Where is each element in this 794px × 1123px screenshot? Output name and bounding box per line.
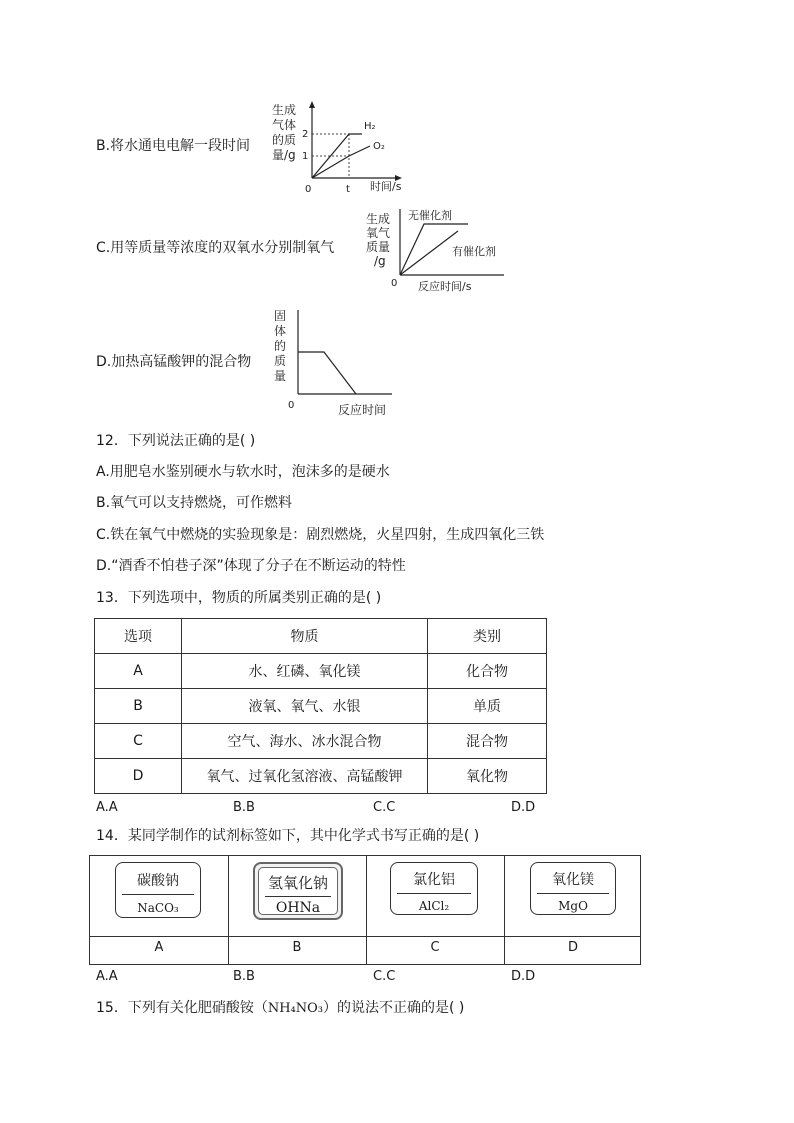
reagent-name: 氯化铝 bbox=[413, 872, 455, 888]
chart-b-ylabel-1: 生成 bbox=[272, 103, 297, 117]
cell-option: A bbox=[95, 654, 182, 689]
header-substance: 物质 bbox=[182, 619, 428, 654]
table-row bbox=[95, 654, 547, 689]
cell-category: 混合物 bbox=[428, 724, 547, 759]
q13-table bbox=[94, 618, 547, 794]
chart-b-legend-h2: H₂ bbox=[364, 121, 376, 132]
chart-b-ylabel-3: 的质 bbox=[272, 133, 297, 147]
q11-option-c-text: C.用等质量等浓度的双氧水分别制氧气 bbox=[96, 240, 335, 256]
table-row bbox=[95, 689, 547, 724]
chart-d-ylabel-5: 量 bbox=[274, 369, 287, 383]
reagent-formula: MgO bbox=[558, 899, 588, 913]
q12-option-a: A.用肥皂水鉴别硬水与软水时，泡沫多的是硬水 bbox=[96, 464, 390, 480]
cell-substance: 液氧、氧气、水银 bbox=[182, 689, 428, 724]
chart-d-series bbox=[298, 352, 356, 394]
chart-b-xtick-t: t bbox=[346, 184, 350, 195]
q11-option-d-chart bbox=[270, 306, 400, 420]
reagent-label-b bbox=[253, 862, 343, 920]
chart-c-xlabel: 反应时间/s bbox=[418, 280, 472, 293]
chart-d-ylabel-1: 固 bbox=[274, 309, 287, 323]
q11-option-b-chart bbox=[270, 100, 410, 195]
reagent-label-a bbox=[115, 862, 201, 918]
q13-stem: 13．下列选项中，物质的所属类别正确的是( ) bbox=[96, 590, 382, 606]
chart-c-ylabel-1: 生成 bbox=[366, 212, 391, 226]
cell-substance: 水、红磷、氧化镁 bbox=[182, 654, 428, 689]
chart-b-ylabel-4: 量/g bbox=[272, 148, 296, 162]
q12-stem: 12．下列说法正确的是( ) bbox=[96, 433, 256, 449]
q12-option-d: D.“酒香不怕巷子深”体现了分子在不断运动的特性 bbox=[96, 558, 406, 574]
chart-c-origin: 0 bbox=[391, 278, 398, 289]
q11-option-d-text: D.加热高锰酸钾的混合物 bbox=[96, 354, 252, 370]
col-letter-d: D bbox=[567, 940, 578, 955]
q11-option-c-chart bbox=[364, 205, 509, 295]
q14-choice-c: C.C bbox=[373, 969, 396, 984]
reagent-label-d bbox=[530, 862, 616, 915]
chart-d-xlabel: 反应时间 bbox=[338, 403, 387, 417]
chart-c-label-no-catalyst: 无催化剂 bbox=[408, 209, 452, 222]
cell-category: 氧化物 bbox=[428, 759, 547, 794]
header-category: 类别 bbox=[428, 619, 547, 654]
chart-c-label-catalyst: 有催化剂 bbox=[452, 245, 496, 258]
chart-d-ylabel-4: 质 bbox=[274, 354, 287, 368]
q14-choice-a: A.A bbox=[96, 969, 118, 984]
q15-stem bbox=[96, 998, 464, 1019]
table-header-row bbox=[95, 619, 547, 654]
chart-d-ylabel-2: 体 bbox=[274, 324, 287, 338]
q12-option-b: B.氧气可以支持燃烧，可作燃料 bbox=[96, 495, 293, 511]
reagent-formula: AlCl₂ bbox=[418, 899, 450, 913]
chart-d-ylabel-3: 的 bbox=[274, 339, 287, 353]
cell-substance: 氧气、过氧化氢溶液、高锰酸钾 bbox=[182, 759, 428, 794]
col-letter-a: A bbox=[154, 940, 164, 955]
reagent-formula: NaCO₃ bbox=[137, 901, 179, 915]
cell-option: C bbox=[95, 724, 182, 759]
chart-b-ylabel-2: 气体 bbox=[272, 118, 297, 132]
chart-b-y-arrow bbox=[309, 101, 315, 108]
cell-option: B bbox=[95, 689, 182, 724]
q13-choice-c: C.C bbox=[373, 800, 396, 815]
chart-b-ytick-1: 1 bbox=[302, 151, 309, 162]
table-row bbox=[95, 759, 547, 794]
chart-b-ytick-2: 2 bbox=[302, 129, 309, 140]
chart-b-legend-o2: O₂ bbox=[373, 141, 385, 152]
q12-option-c: C.铁在氧气中燃烧的实验现象是：剧烈燃烧，火星四射，生成四氧化三铁 bbox=[96, 527, 545, 543]
cell-substance: 空气、海水、冰水混合物 bbox=[182, 724, 428, 759]
chart-c-ylabel-2: 氧气 bbox=[366, 226, 391, 240]
chart-c-ylabel-4: /g bbox=[374, 254, 386, 268]
reagent-name: 碳酸钠 bbox=[137, 873, 179, 889]
q15-stem-after: ）的说法不正确的是( ) bbox=[323, 1000, 465, 1016]
table-row bbox=[95, 724, 547, 759]
chart-c-ylabel-3: 质量 bbox=[366, 240, 391, 254]
q14-stem: 14．某同学制作的试剂标签如下，其中化学式书写正确的是( ) bbox=[96, 828, 480, 844]
q13-choice-b: B.B bbox=[233, 800, 255, 815]
q13-choice-d: D.D bbox=[511, 800, 536, 815]
header-option: 选项 bbox=[95, 619, 182, 654]
q13-choices bbox=[0, 800, 794, 816]
cell-option: D bbox=[95, 759, 182, 794]
q14-labels-table bbox=[89, 855, 641, 965]
q15-stem-before: 15．下列有关化肥硝酸铵（ bbox=[96, 1000, 268, 1016]
chart-b-xlabel: 时间/s bbox=[370, 180, 402, 193]
reagent-label-c bbox=[390, 862, 478, 915]
q15-formula: NH₄NO₃ bbox=[267, 1001, 323, 1016]
q14-choice-d: D.D bbox=[511, 969, 536, 984]
reagent-name: 氧化镁 bbox=[552, 872, 594, 888]
q13-choice-a: A.A bbox=[96, 800, 118, 815]
chart-c-series-catalyst bbox=[400, 231, 458, 275]
chart-b-origin: 0 bbox=[305, 184, 312, 195]
q14-choices bbox=[0, 969, 794, 985]
q14-choice-b: B.B bbox=[233, 969, 255, 984]
q11-option-b-text: B.将水通电电解一段时间 bbox=[96, 138, 251, 154]
chart-d-origin: 0 bbox=[288, 400, 295, 411]
col-letter-b: B bbox=[292, 940, 302, 955]
reagent-formula: OHNa bbox=[275, 900, 321, 916]
chart-b-series-o2 bbox=[312, 146, 370, 178]
col-letter-c: C bbox=[430, 940, 440, 955]
cell-category: 单质 bbox=[428, 689, 547, 724]
cell-category: 化合物 bbox=[428, 654, 547, 689]
reagent-name: 氢氧化钠 bbox=[267, 874, 328, 892]
